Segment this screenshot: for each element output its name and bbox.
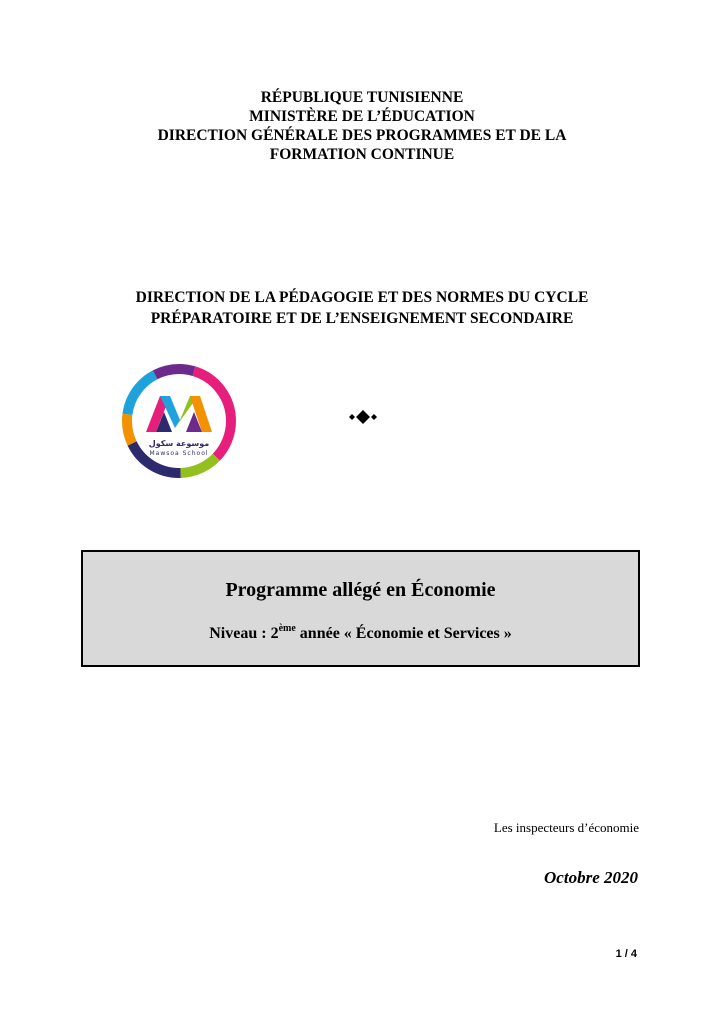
page-number: 1 / 4: [615, 948, 637, 960]
header-line-3: DIRECTION GÉNÉRALE DES PROGRAMMES ET DE LA: [157, 127, 567, 144]
header-line-1: RÉPUBLIQUE TUNISIENNE: [260, 89, 464, 106]
header-line-2: MINISTÈRE DE L’ÉDUCATION: [249, 108, 475, 125]
diamond-ornament-icon: [345, 407, 381, 427]
logo-latin-text: Mawsoa School: [149, 450, 209, 457]
document-date: Octobre 2020: [544, 868, 638, 887]
logo-arabic-text: موسوعة سكول: [148, 439, 210, 448]
title-box: [81, 550, 640, 667]
direction-line-1: DIRECTION DE LA PÉDAGOGIE ET DES NORMES DU CYCLE: [135, 289, 589, 306]
level-superscript: ème: [278, 623, 296, 634]
level-prefix: Niveau : 2: [209, 625, 279, 642]
header-block: [0, 88, 724, 164]
direction-line-2: PRÉPARATOIRE ET DE L’ENSEIGNEMENT SECONDAIRE: [150, 310, 574, 327]
direction-block: [0, 287, 724, 329]
level-line: [83, 625, 638, 643]
mawsoa-school-logo: [120, 362, 238, 480]
header-line-4: FORMATION CONTINUE: [269, 146, 455, 163]
level-suffix: année « Économie et Services »: [295, 625, 512, 642]
inspectors-signature: Les inspecteurs d’économie: [493, 820, 639, 835]
document-title: Programme allégé en Économie: [225, 579, 496, 601]
